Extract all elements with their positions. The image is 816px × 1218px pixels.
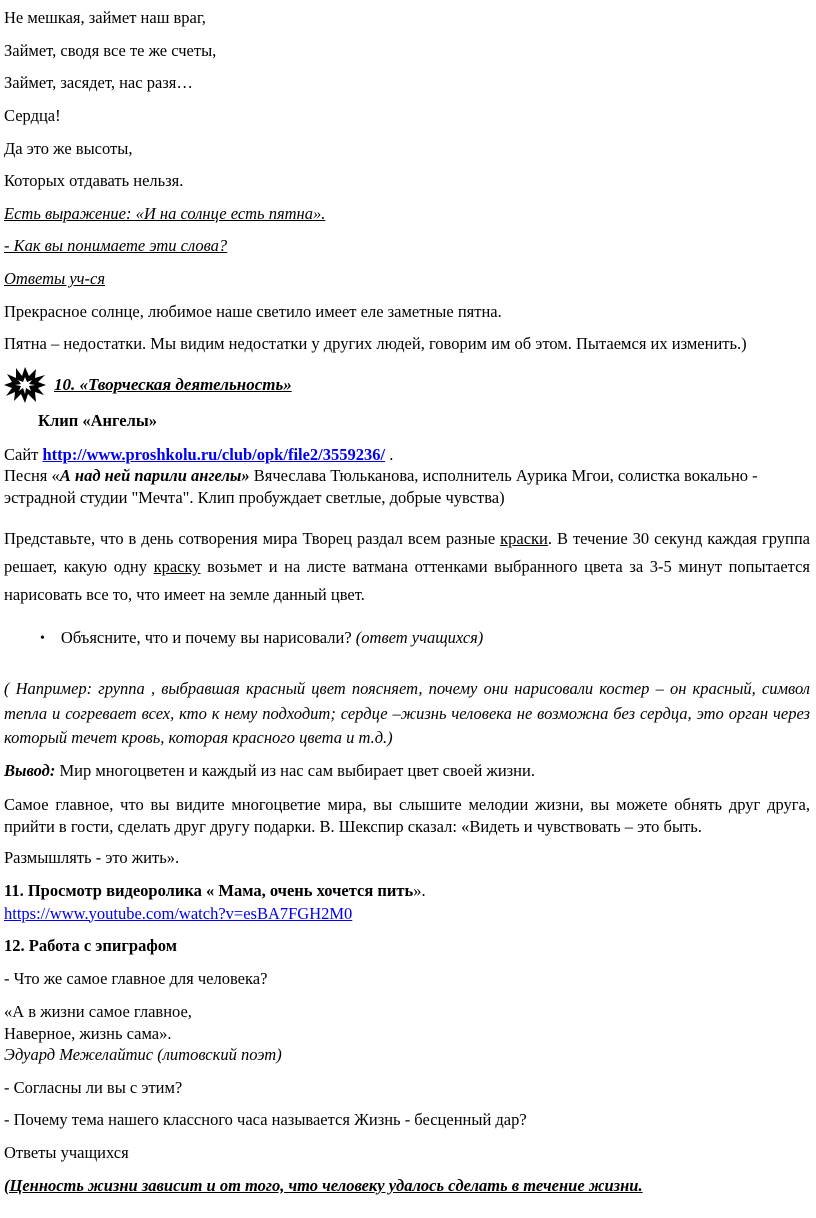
expression-question: Есть выражение: «И на солнце есть пятна». <box>4 203 326 223</box>
section-11-title: 11. Просмотр видеоролика « Мама, очень хочется пить <box>4 880 414 900</box>
understanding-question: - Как вы понимаете эти слова? <box>4 236 228 256</box>
epigraph-block <box>4 1001 810 1065</box>
conclusion-label: Вывод: <box>4 761 56 781</box>
underlined-word-kraski: краски <box>500 529 548 549</box>
activity-paragraph <box>4 525 810 608</box>
site-line <box>4 444 810 466</box>
poem-line: Сердца! <box>4 105 61 125</box>
poem-line: Которых отдавать нельзя. <box>4 171 184 191</box>
starburst-icon <box>4 367 46 403</box>
spots-answer: Пятна – недостатки. Мы видим недостатки у других людей, говорим им об этом. Пытаемся их изменить.) <box>4 334 747 354</box>
closing-paragraph-2: Размышлять - это жить». <box>4 848 180 868</box>
students-answers-label: Ответы учащихся <box>4 1142 129 1162</box>
bullet-text <box>61 628 483 649</box>
section-10-heading <box>4 367 810 403</box>
bullet-question: Объясните, что и почему вы нарисовали? <box>60 628 356 648</box>
poem-line: Да это же высоты, <box>4 138 133 158</box>
song-paragraph <box>4 465 810 509</box>
section-10-title: 10. «Творческая деятельность» <box>54 375 292 395</box>
section-12-heading: 12. Работа с эпиграфом <box>4 936 177 956</box>
bullet-note: (ответ учащихся) <box>355 628 484 648</box>
closing-paragraph: Самое главное, что вы видите многоцветие мира, вы слышите мелодии жизни, вы можете обнять друг друга, прийти в гости, сделать друг другу подарки. В. Шекспир сказал: «Видеть и чувствовать – это быть. <box>4 794 810 836</box>
song-description: Вячеслава Тюльканова, исполнитель Аурика Мгои, солистка вокально - эстрадной студии "Мечта". Клип пробуждает светлые, добрые чувства) <box>4 466 758 508</box>
agree-question: - Согласны ли вы с этим? <box>4 1077 183 1097</box>
poem-line: Займет, сводя все те же счеты, <box>4 40 217 60</box>
epigraph-author: Эдуард Межелайтис (литовский поэт) <box>4 1045 282 1065</box>
underlined-word-krasku: краску <box>153 557 201 577</box>
epigraph-line: Наверное, жизнь сама». <box>4 1023 172 1043</box>
conclusion-text: Мир многоцветен и каждый из нас сам выбирает цвет своей жизни. <box>55 761 535 781</box>
value-note: (Ценность жизни зависит и от того, что человеку удалось сделать в течение жизни. <box>4 1175 643 1195</box>
conclusion-paragraph <box>4 761 810 782</box>
sun-answer: Прекрасное солнце, любимое наше светило имеет еле заметные пятна. <box>4 301 502 321</box>
activity-text: . В течение 30 секунд каждая группа решает, какую одну <box>4 529 810 577</box>
song-prefix: Песня « <box>4 466 60 486</box>
answers-label: Ответы уч-ся <box>4 269 105 288</box>
example-paragraph: ( Например: группа , выбравшая красный цвет поясняет, почему они нарисовали костер – он красный, символ тепла и согревает всех, кто к нему подходит; сердце –жизнь человека не возможна без сердца, это орган через который течет кровь, которая красного цвета и т.д.) <box>4 678 810 748</box>
activity-text: возьмет и на листе ватмана оттенками выбранного цвета за 3-5 минут попытается нарисовать все то, что имеет на земле данный цвет. <box>4 557 810 604</box>
youtube-link[interactable]: https://www.youtube.com/watch?v=esBA7FGH2M0 <box>4 903 353 923</box>
video-link-paragraph <box>4 904 810 925</box>
main-question: - Что же самое главное для человека? <box>4 968 268 988</box>
poem-line: Займет, засядет, нас разя… <box>4 73 193 93</box>
song-title: А над ней парили ангелы» <box>59 466 250 486</box>
poem-line: Не мешкая, займет наш враг, <box>4 8 206 27</box>
section-11-tail: ». <box>413 880 426 900</box>
epigraph-line: «А в жизни самое главное, <box>4 1002 192 1022</box>
clip-title: Клип «Ангелы» <box>38 410 158 430</box>
proshkolu-link[interactable]: http://www.proshkolu.ru/club/opk/file2/3559236/ <box>42 444 386 464</box>
section-11-heading <box>4 881 810 902</box>
activity-text: Представьте, что в день сотворения мира Творец раздал всем разные <box>4 529 501 549</box>
site-label: Сайт <box>4 444 43 464</box>
bullet-icon: • <box>40 631 45 647</box>
topic-question: - Почему тема нашего классного часа называется Жизнь - бесценный дар? <box>4 1110 527 1130</box>
site-tail: . <box>385 444 394 464</box>
bullet-item <box>4 628 810 650</box>
